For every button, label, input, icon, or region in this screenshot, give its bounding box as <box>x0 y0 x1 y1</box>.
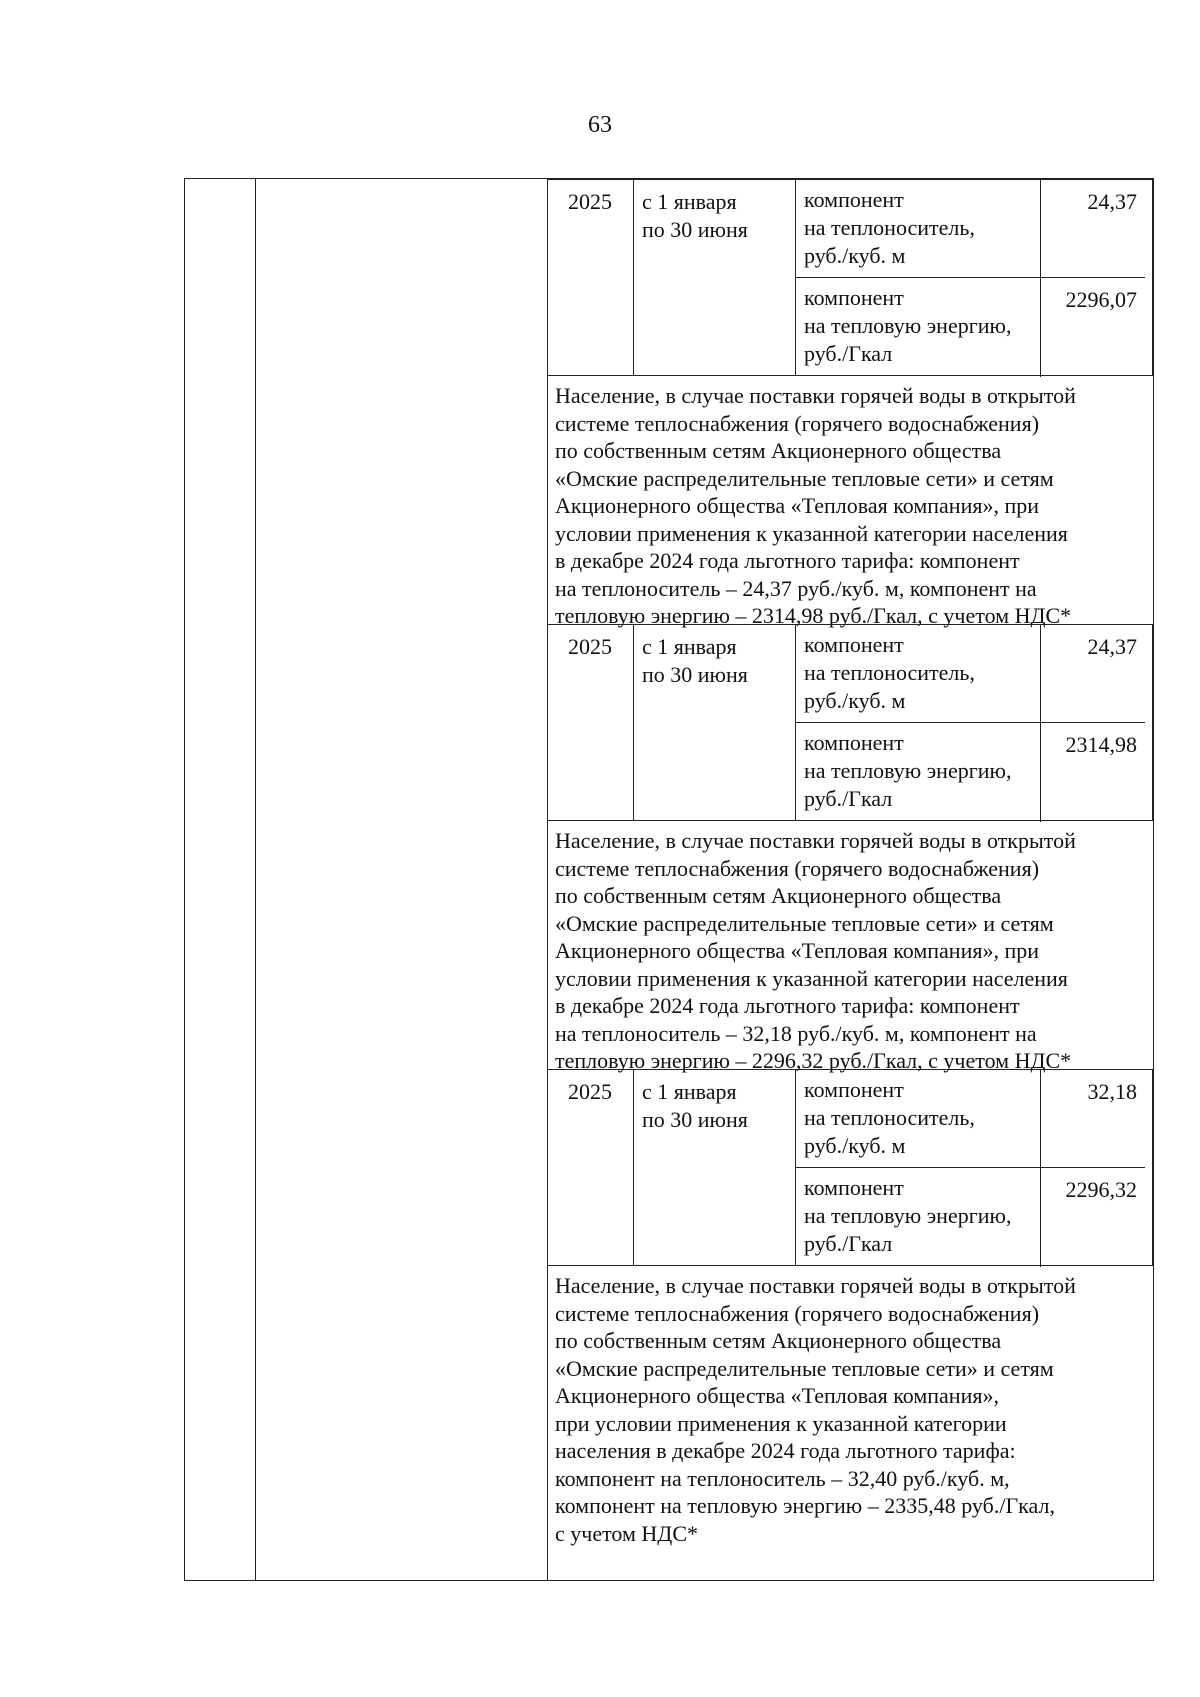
component-name-cell <box>796 180 1041 278</box>
text-line: при условии применения к указанной категории <box>555 1410 1007 1436</box>
text-line: компонент <box>804 187 904 212</box>
component-value-cell: 24,37 <box>1041 180 1145 278</box>
text-line: по собственным сетям Акционерного общества <box>555 883 1002 908</box>
period-cell <box>634 180 796 375</box>
component-value-cell: 24,37 <box>1041 625 1145 723</box>
text-line: по собственным сетям Акционерного общества <box>555 1328 1002 1353</box>
text-line: руб./Гкал <box>804 786 893 811</box>
text-line: руб./Гкал <box>804 1231 893 1256</box>
text-line: с 1 января <box>642 189 737 214</box>
text-line: с 1 января <box>642 634 737 659</box>
category-description <box>547 1266 1153 1547</box>
component-name-cell <box>796 1168 1041 1267</box>
text-line: в декабре 2024 года льготного тарифа: компонент <box>555 993 1020 1018</box>
text-line: «Омские распределительные тепловые сети» и сетям <box>555 910 1054 936</box>
text-line: по 30 июня <box>642 1107 748 1132</box>
category-block <box>547 376 1153 628</box>
category-description <box>547 821 1153 1075</box>
component-value-cell: 32,18 <box>1041 1070 1145 1168</box>
text-line: компонент на тепловую энергию – 2335,48 руб./Гкал, <box>555 1493 1055 1518</box>
text-line: по 30 июня <box>642 662 748 687</box>
text-line: Акционерного общества «Тепловая компания», при <box>555 493 1040 518</box>
component-name-cell <box>796 278 1041 377</box>
category-block <box>547 821 1153 1073</box>
text-line: руб./куб. м <box>804 243 906 268</box>
component-value-cell: 2314,98 <box>1065 732 1137 757</box>
component-value-cell: 2296,07 <box>1065 287 1137 312</box>
text-line: системе теплоснабжения (горячего водоснабжения) <box>555 410 1040 436</box>
component-name-cell <box>796 723 1041 822</box>
text-line: по 30 июня <box>642 217 748 242</box>
period-cell <box>634 625 796 820</box>
text-line: компонент <box>804 730 904 755</box>
text-line: Население, в случае поставки горячей воды в открытой <box>555 383 1076 408</box>
text-line: компонент <box>804 285 904 310</box>
text-line: на тепловую энергию, <box>804 1203 1012 1228</box>
text-line: в декабре 2024 года льготного тарифа: компонент <box>555 548 1020 573</box>
year-cell: 2025 <box>547 625 634 820</box>
text-line: тепловую энергию – 2296,32 руб./Гкал, с учетом НДС* <box>555 1048 1072 1073</box>
year-cell: 2025 <box>547 180 634 375</box>
text-line: условии применения к указанной категории населения <box>555 520 1068 546</box>
component-name-cell <box>796 625 1041 723</box>
text-line: Население, в случае поставки горячей воды в открытой <box>555 1273 1076 1298</box>
text-line: Население, в случае поставки горячей воды в открытой <box>555 828 1076 853</box>
text-line: компонент <box>804 632 904 657</box>
column-divider-1 <box>255 179 256 1580</box>
text-line: на теплоноситель, <box>804 1105 975 1130</box>
text-line: на тепловую энергию, <box>804 758 1012 783</box>
text-line: «Омские распределительные тепловые сети» и сетям <box>555 465 1054 491</box>
text-line: «Омские распределительные тепловые сети» и сетям <box>555 1355 1054 1381</box>
text-line: системе теплоснабжения (горячего водоснабжения) <box>555 855 1040 881</box>
text-line: на теплоноситель, <box>804 660 975 685</box>
category-description <box>547 376 1153 630</box>
text-line: компонент на теплоноситель – 32,40 руб./куб. м, <box>555 1465 1010 1491</box>
text-line: на теплоноситель – 32,18 руб./куб. м, компонент на <box>555 1020 1037 1046</box>
text-line: Акционерного общества «Тепловая компания», <box>555 1383 999 1408</box>
text-line: условии применения к указанной категории населения <box>555 965 1068 991</box>
text-line: Акционерного общества «Тепловая компания», при <box>555 938 1040 963</box>
text-line: на тепловую энергию, <box>804 313 1012 338</box>
text-line: руб./куб. м <box>804 1133 906 1158</box>
category-block <box>547 1266 1153 1582</box>
text-line: населения в декабре 2024 года льготного тарифа: <box>555 1438 1016 1463</box>
text-line: компонент <box>804 1175 904 1200</box>
component-value-cell: 2296,32 <box>1065 1177 1137 1202</box>
text-line: по собственным сетям Акционерного общества <box>555 438 1002 463</box>
component-name-cell <box>796 1070 1041 1168</box>
period-cell <box>634 1070 796 1265</box>
text-line: на теплоноситель, <box>804 215 975 240</box>
tariff-block <box>547 624 1153 821</box>
tariff-block <box>547 1069 1153 1266</box>
year-cell: 2025 <box>547 1070 634 1265</box>
page-number: 63 <box>588 112 612 138</box>
text-line: с учетом НДС* <box>555 1520 698 1546</box>
text-line: системе теплоснабжения (горячего водоснабжения) <box>555 1300 1040 1326</box>
text-line: на теплоноситель – 24,37 руб./куб. м, компонент на <box>555 575 1037 601</box>
text-line: руб./Гкал <box>804 341 893 366</box>
tariff-block <box>547 179 1153 376</box>
text-line: с 1 января <box>642 1079 737 1104</box>
text-line: компонент <box>804 1077 904 1102</box>
text-line: тепловую энергию – 2314,98 руб./Гкал, с учетом НДС* <box>555 603 1072 628</box>
tariff-table <box>184 178 1154 1581</box>
text-line: руб./куб. м <box>804 688 906 713</box>
